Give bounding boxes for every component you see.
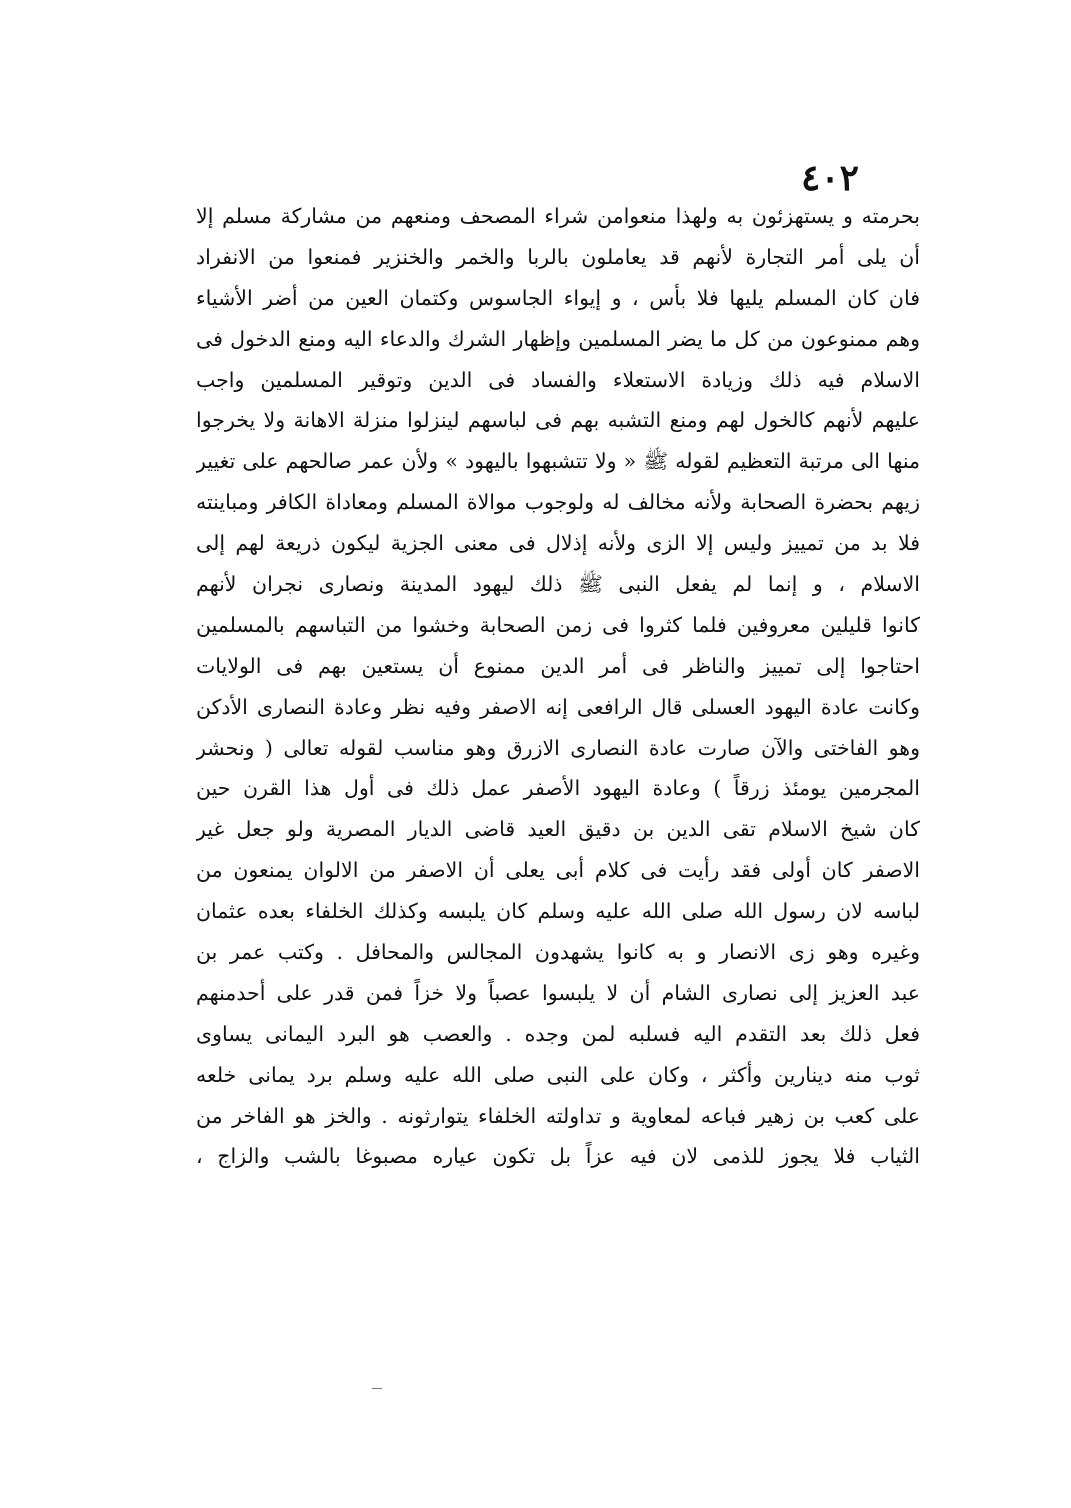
text-line: لباسه لان رسول الله صلى الله عليه وسلم كان يلبسه وكذلك الخلفاء بعده عثمان — [196, 899, 920, 924]
text-line: منها الى مرتبة التعظيم لقوله ﷺ « ولا تتشبهوا باليهود » ولأن عمر صالحهم على تغيير — [196, 449, 920, 474]
text-line: فعل ذلك بعد التقدم اليه فسلبه لمن وجده . والعصب هو البرد اليمانى يساوى — [196, 1021, 920, 1046]
text-line: كانوا قليلين معروفين فلما كثروا فى زمن الصحابة وخشوا من التباسهم بالمسلمين — [196, 612, 920, 637]
text-line: فلا بد من تمييز وليس إلا الزى ولأنه إذلال فى معنى الجزية ليكون ذريعة لهم إلى — [196, 531, 920, 556]
page-number: ٤٠٢ — [800, 157, 859, 199]
text-line: الاصفر كان أولى فقد رأيت فى كلام أبى يعلى أن الاصفر من الالوان يمنعون من — [196, 858, 920, 883]
text-line: الاسلام ، و إنما لم يفعل النبى ﷺ ذلك ليهود المدينة ونصارى نجران لأنهم — [196, 572, 920, 597]
text-line: المجرمين يومئذ زرقاً ) وعادة اليهود الأصفر عمل ذلك فى أول هذا القرن حين — [196, 776, 920, 801]
text-line: بحرمته و يستهزئون به ولهذا منعوامن شراء المصحف ومنعهم من مشاركة مسلم إلا — [196, 204, 920, 228]
text-line: الثياب فلا يجوز للذمى لان فيه عزاً بل تكون عياره مصبوغا بالشب والزاج ، — [196, 1144, 920, 1169]
text-line: وكانت عادة اليهود العسلى قال الرافعى إنه الاصفر وفيه نظر وعادة النصارى الأدكن — [196, 694, 920, 719]
text-line: الاسلام فيه ذلك وزيادة الاستعلاء والفساد فى الدين وتوقير المسلمين واجب — [196, 367, 920, 392]
text-line: عبد العزيز إلى نصارى الشام أن لا يلبسوا عصباً ولا خزاً فمن قدر على أحدمنهم — [196, 980, 920, 1005]
text-line: وهو الفاختى والآن صارت عادة النصارى الازرق وهو مناسب لقوله تعالى ( ونحشر — [196, 735, 920, 760]
text-line: على كعب بن زهير فباعه لمعاوية و تداولته الخلفاء يتوارثونه . والخز هو الفاخر من — [196, 1103, 920, 1128]
text-line: كان شيخ الاسلام تقى الدين بن دقيق العيد قاضى الديار المصرية ولو جعل غير — [196, 817, 920, 842]
text-line: فان كان المسلم يليها فلا بأس ، و إيواء الجاسوس وكتمان العين من أضر الأشياء — [196, 285, 920, 310]
text-line: زيهم بحضرة الصحابة ولأنه مخالف له ولوجوب موالاة المسلم ومعاداة الكافر ومباينته — [196, 490, 920, 515]
scan-mark — [372, 1388, 382, 1389]
text-line: احتاجوا إلى تمييز والناظر فى أمر الدين ممنوع أن يستعين بهم فى الولايات — [196, 653, 920, 678]
body-text — [196, 196, 920, 1177]
text-line: أن يلى أمر التجارة لأنهم قد يعاملون بالربا والخمر والخنزير فمنعوا من الانفراد — [196, 244, 920, 269]
text-line: ثوب منه دينارين وأكثر ، وكان على النبى صلى الله عليه وسلم برد يمانى خلعه — [196, 1062, 920, 1087]
text-line: وغيره وهو زى الانصار و به كانوا يشهدون المجالس والمحافل . وكتب عمر بن — [196, 940, 920, 965]
text-line: وهم ممنوعون من كل ما يضر المسلمين وإظهار الشرك والدعاء اليه ومنع الدخول فى — [196, 326, 920, 351]
text-line: عليهم لأنهم كالخول لهم ومنع التشبه بهم فى لباسهم لينزلوا منزلة الاهانة ولا يخرجوا — [196, 408, 920, 433]
